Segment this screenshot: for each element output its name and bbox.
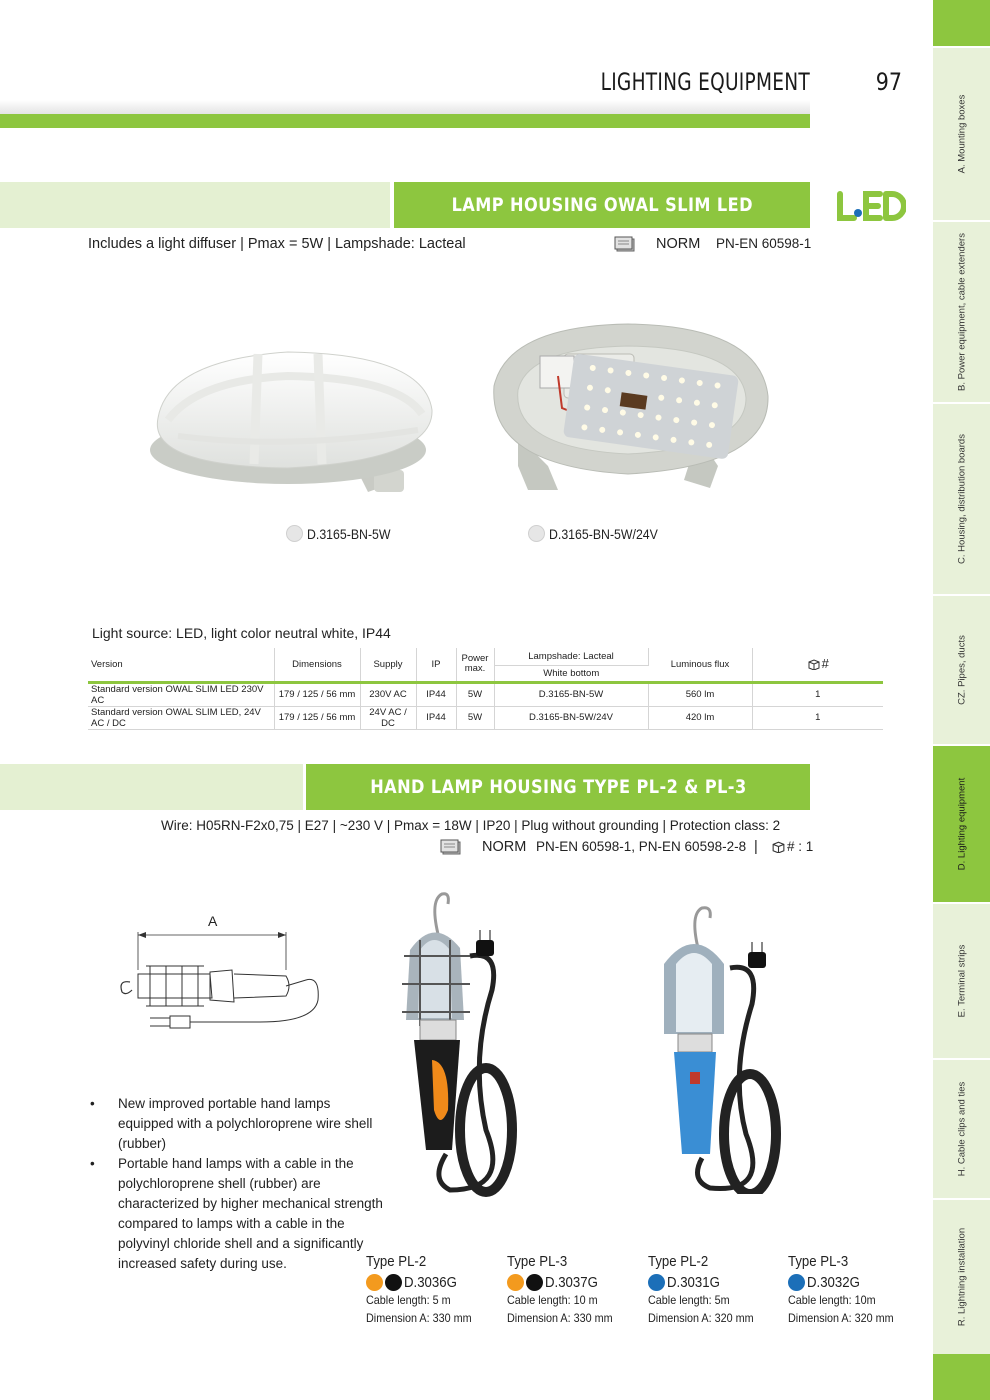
norm-book-icon bbox=[614, 236, 636, 252]
table-row bbox=[88, 682, 883, 706]
product-image-open-lamp bbox=[488, 316, 772, 490]
spec-table-title: Light source: LED, light color neutral white, IP44 bbox=[92, 625, 391, 641]
section2-norm-value: PN-EN 60598-1, PN-EN 60598-2-8 bbox=[536, 839, 747, 854]
section2-band bbox=[0, 764, 303, 810]
variant-dimension: Dimension A: 330 mm bbox=[366, 1311, 472, 1325]
cell-pack: 1 bbox=[752, 682, 883, 706]
variant-dimension: Dimension A: 320 mm bbox=[648, 1311, 754, 1325]
cell-flux: 560 lm bbox=[648, 682, 752, 706]
sidebar-item-housing[interactable] bbox=[933, 402, 990, 594]
cell-supply: 24V AC / DC bbox=[360, 706, 416, 729]
sidebar-item-lighting[interactable] bbox=[933, 744, 990, 902]
variant-cable: Cable length: 10m bbox=[788, 1293, 876, 1307]
led-logo bbox=[836, 186, 906, 226]
page-number: 97 bbox=[875, 68, 902, 96]
section2-pack: # : 1 bbox=[771, 839, 813, 854]
product-code-1: D.3165-BN-5W bbox=[286, 525, 402, 542]
variant-cable: Cable length: 10 m bbox=[507, 1293, 598, 1307]
product-code-2: D.3165-BN-5W/24V bbox=[528, 525, 673, 542]
product-image-hand-lamp-blue bbox=[650, 904, 785, 1194]
sidebar-item-label: CZ. Pipes, ducts bbox=[956, 635, 967, 705]
cell-version: Standard version OWAL SLIM LED 230V AC bbox=[88, 682, 274, 706]
sidebar-item-label: B. Power equipment, cable extenders bbox=[956, 233, 967, 391]
package-icon bbox=[807, 658, 821, 670]
col-header-version: Version bbox=[88, 648, 274, 682]
col-header-lampshade-sub: White bottom bbox=[543, 667, 600, 679]
sidebar-bottom-cap bbox=[933, 1354, 990, 1400]
color-swatch bbox=[366, 1274, 383, 1291]
cell-ip: IP44 bbox=[416, 706, 456, 729]
variant-cable: Cable length: 5 m bbox=[366, 1293, 451, 1307]
section2-title: HAND LAMP HOUSING TYPE PL-2 & PL-3 bbox=[306, 764, 810, 810]
cell-ip: IP44 bbox=[416, 682, 456, 706]
col-header-dimensions: Dimensions bbox=[274, 648, 360, 682]
section2-separator: | bbox=[754, 839, 758, 855]
cell-dimensions: 179 / 125 / 56 mm bbox=[274, 682, 360, 706]
col-header-power: Power max. bbox=[456, 648, 494, 682]
color-swatch bbox=[528, 525, 545, 542]
sidebar-item-label: H. Cable clips and ties bbox=[956, 1081, 967, 1177]
header-accent-bar bbox=[0, 114, 810, 128]
page-header-title: LIGHTING EQUIPMENT bbox=[600, 68, 810, 96]
cell-power: 5W bbox=[456, 682, 494, 706]
sidebar-item-pipes[interactable] bbox=[933, 594, 990, 744]
cell-version: Standard version OWAL SLIM LED, 24V AC / DC bbox=[88, 706, 274, 729]
sidebar-item-cable-clips[interactable] bbox=[933, 1058, 990, 1198]
variant-card bbox=[788, 1253, 918, 1327]
cell-power: 5W bbox=[456, 706, 494, 729]
col-header-lampshade: Lampshade: Lacteal bbox=[494, 648, 648, 665]
feature-list bbox=[88, 1094, 388, 1274]
variant-type: Type PL-3 bbox=[788, 1253, 849, 1270]
sidebar-item-lightning[interactable] bbox=[933, 1198, 990, 1354]
variant-card bbox=[507, 1253, 637, 1327]
variant-dimension: Dimension A: 330 mm bbox=[507, 1311, 613, 1325]
variant-cable: Cable length: 5m bbox=[648, 1293, 730, 1307]
section1-norm-label: NORM bbox=[656, 236, 701, 252]
col-header-pack: # bbox=[752, 648, 883, 682]
color-swatch bbox=[648, 1274, 665, 1291]
cell-code: D.3165-BN-5W bbox=[494, 682, 648, 706]
cell-dimensions: 179 / 125 / 56 mm bbox=[274, 706, 360, 729]
product-image-hand-lamp-orange bbox=[390, 890, 525, 1200]
section1-title: LAMP HOUSING OWAL SLIM LED bbox=[394, 182, 810, 228]
list-item: • Portable hand lamps with a cable in the polychloroprene shell (rubber) are characterized by higher mechanical strength compared to lamps with a cable in the polyvinyl chloride shell and a significantly increased safety during use. bbox=[88, 1154, 388, 1274]
variant-type: Type PL-2 bbox=[366, 1253, 427, 1270]
section1-norm-value: PN-EN 60598-1 bbox=[716, 236, 812, 251]
norm-book-icon bbox=[440, 839, 462, 855]
cell-code: D.3165-BN-5W/24V bbox=[494, 706, 648, 729]
header-shadow bbox=[0, 100, 810, 114]
cell-pack: 1 bbox=[752, 706, 883, 729]
col-header-supply: Supply bbox=[360, 648, 416, 682]
table-row bbox=[88, 706, 883, 729]
cell-supply: 230V AC bbox=[360, 682, 416, 706]
col-header-ip: IP bbox=[416, 648, 456, 682]
package-icon bbox=[771, 840, 786, 853]
spec-table bbox=[88, 648, 883, 730]
variant-type: Type PL-3 bbox=[507, 1253, 568, 1270]
product-image-closed-lamp bbox=[138, 340, 440, 500]
cell-flux: 420 lm bbox=[648, 706, 752, 729]
section1-band bbox=[0, 182, 390, 228]
variant-code: D.3032G bbox=[788, 1274, 918, 1291]
section2-description: Wire: H05RN-F2x0,75 | E27 | ~230 V | Pmax = 18W | IP20 | Plug without grounding | Protection class: 2 bbox=[161, 818, 781, 833]
variant-type: Type PL-2 bbox=[648, 1253, 709, 1270]
color-swatch bbox=[385, 1274, 402, 1291]
sidebar-item-label: D. Lighting equipment bbox=[956, 777, 967, 871]
list-item: • New improved portable hand lamps equipped with a polychloroprene wire shell (rubber) bbox=[88, 1094, 388, 1154]
color-swatch bbox=[286, 525, 303, 542]
hand-lamp-diagram bbox=[110, 910, 330, 1042]
diagram-dimension-label: A bbox=[208, 913, 218, 929]
color-swatch bbox=[526, 1274, 543, 1291]
variant-code: D.3031G bbox=[648, 1274, 778, 1291]
variant-code: D.3037G bbox=[507, 1274, 637, 1291]
color-swatch bbox=[507, 1274, 524, 1291]
section2-norm-label: NORM bbox=[482, 839, 527, 855]
sidebar-item-terminal-strips[interactable] bbox=[933, 902, 990, 1058]
variant-card bbox=[366, 1253, 496, 1327]
sidebar-top-cap bbox=[933, 0, 990, 46]
col-header-flux: Luminous flux bbox=[648, 648, 752, 682]
sidebar-item-label: C. Housing, distribution boards bbox=[956, 434, 967, 564]
sidebar-item-mounting-boxes[interactable] bbox=[933, 46, 990, 220]
variant-code: D.3036G bbox=[366, 1274, 496, 1291]
section1-description: Includes a light diffuser | Pmax = 5W | Lampshade: Lacteal bbox=[88, 236, 466, 252]
sidebar-item-label: R. Lightning installation bbox=[956, 1227, 967, 1327]
variant-dimension: Dimension A: 320 mm bbox=[788, 1311, 894, 1325]
variant-card bbox=[648, 1253, 778, 1327]
sidebar-item-label: A. Mounting boxes bbox=[956, 94, 967, 174]
sidebar-item-label: E. Terminal strips bbox=[956, 944, 967, 1018]
sidebar-item-power-equipment[interactable] bbox=[933, 220, 990, 402]
color-swatch bbox=[788, 1274, 805, 1291]
